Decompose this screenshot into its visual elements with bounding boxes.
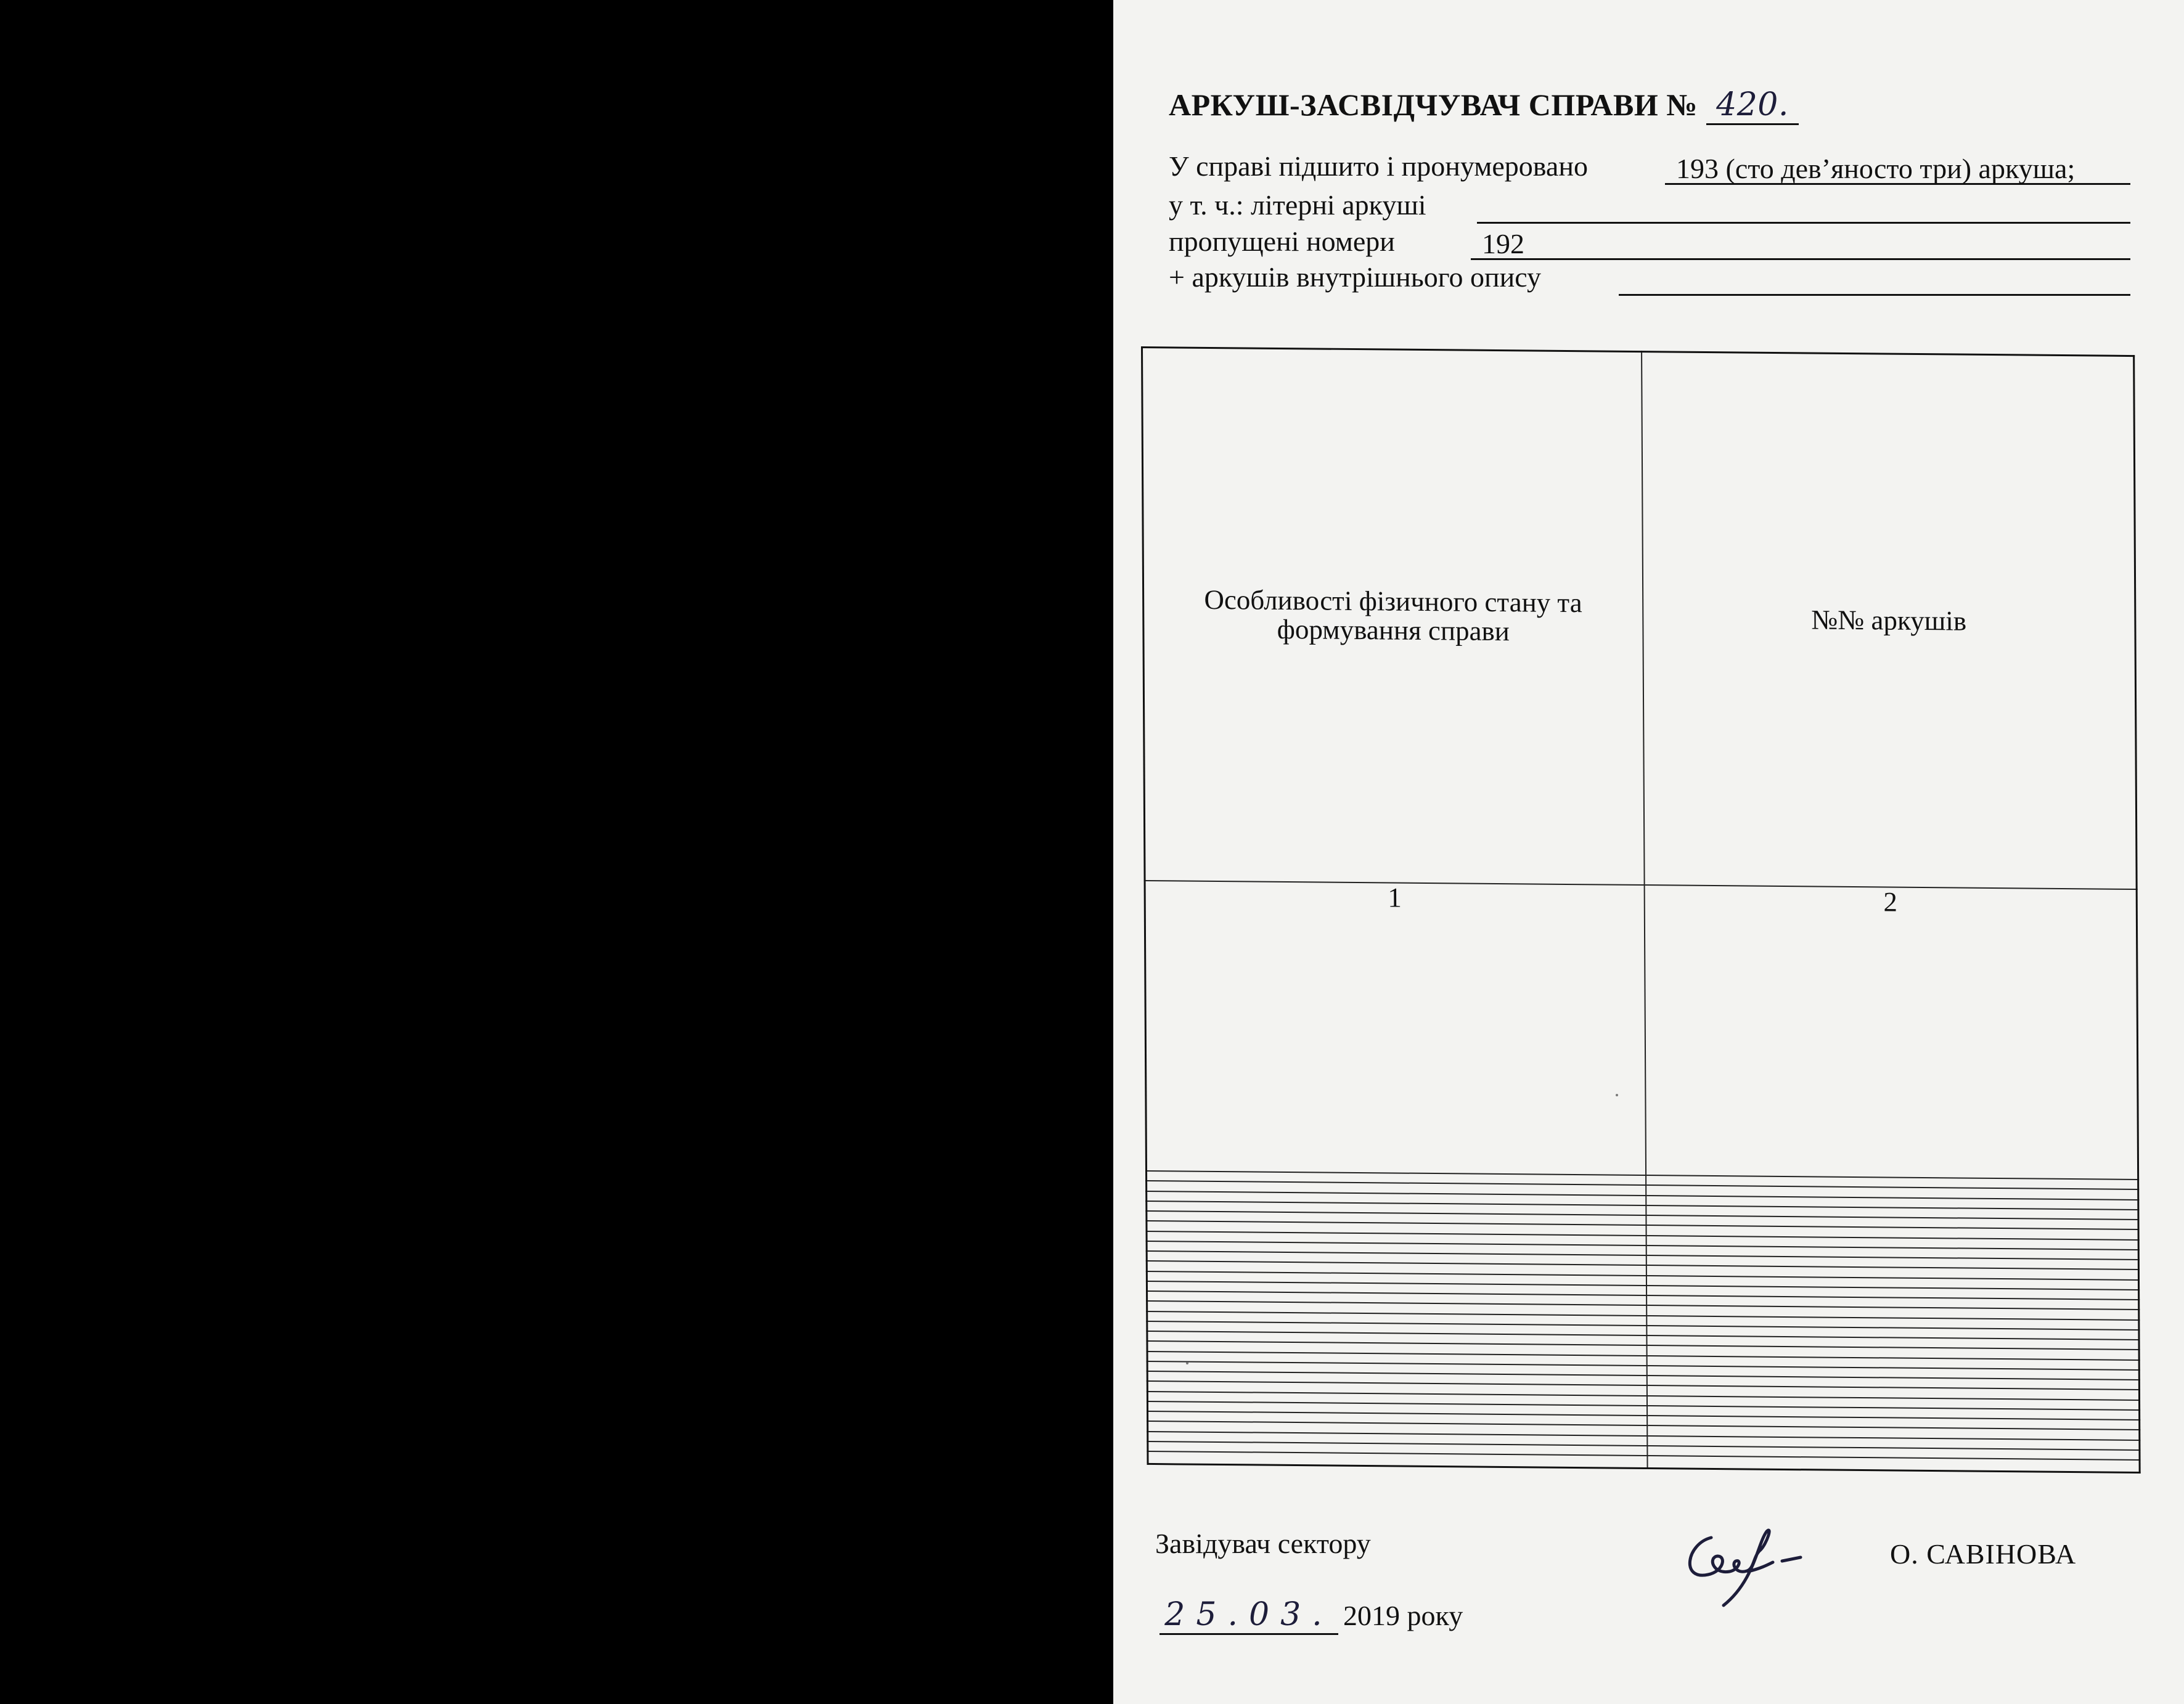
position-title: Завідувач сектору — [1155, 1528, 1371, 1559]
letter-sheets-label: у т. ч.: літерні аркуші — [1169, 189, 1426, 221]
date-handwritten: 25.03. — [1159, 1596, 1338, 1635]
paper-speck — [1616, 1094, 1618, 1096]
case-number-handwritten: 420. — [1706, 86, 1799, 125]
sheets-count-label: У справі підшито і пронумеровано — [1169, 150, 1588, 182]
paper-speck — [1186, 1362, 1188, 1364]
column-number-1: 1 — [1145, 881, 1646, 1175]
inner-inventory-line — [1169, 261, 2130, 298]
condition-table — [1141, 346, 2141, 1474]
letter-sheets-line — [1169, 189, 2130, 226]
sheets-count-value: 193 (сто дев’яносто три) аркуша; — [1665, 155, 2130, 185]
sheets-count-line — [1169, 150, 2130, 187]
date-year: 2019 року — [1343, 1600, 1463, 1631]
document-page — [1113, 0, 2184, 1704]
inner-inventory-label: + аркушів внутрішнього опису — [1169, 261, 1542, 293]
title-text: АРКУШ-ЗАСВІДЧУВАЧ СПРАВИ № — [1169, 88, 1698, 122]
letter-sheets-value — [1477, 194, 2130, 224]
missing-numbers-value: 192 — [1471, 230, 2130, 260]
document-title — [1169, 86, 1799, 125]
date-line — [1159, 1596, 1463, 1639]
missing-numbers-label: пропущені номери — [1169, 226, 1395, 257]
signer-name: О. САВІНОВА — [1890, 1538, 2077, 1570]
inner-inventory-value — [1619, 266, 2130, 296]
column-number-2: 2 — [1644, 885, 2138, 1180]
column-header-condition: Особливості фізичного стану та формування справи — [1142, 348, 1645, 885]
signature-icon — [1674, 1513, 1816, 1612]
column-header-sheets: №№ аркушів — [1642, 352, 2137, 889]
missing-numbers-line — [1169, 228, 2130, 263]
condition-table-wrapper — [1141, 346, 2141, 1474]
